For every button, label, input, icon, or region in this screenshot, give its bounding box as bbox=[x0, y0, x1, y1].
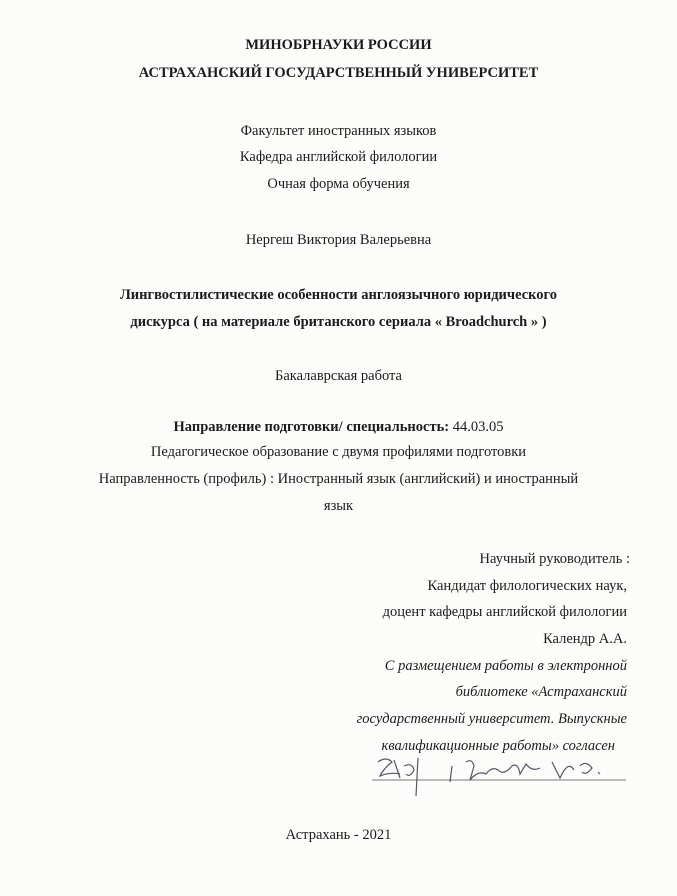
consent-line-3: государственный университет. Выпускные bbox=[356, 711, 627, 727]
author-name: Нергеш Виктория Валерьевна bbox=[245, 232, 432, 248]
department-name: Кафедра английской филологии bbox=[239, 149, 438, 165]
supervisor-label: Научный руководитель : bbox=[479, 551, 630, 567]
thesis-title-line-1: Лингвостилистические особенности англоязычного юридического bbox=[119, 287, 558, 303]
thesis-title-line-2: дискурса ( на материале британского сериала « Broadchurch » ) bbox=[130, 314, 547, 330]
supervisor-degree: Кандидат филологических наук, bbox=[427, 578, 627, 594]
study-form: Очная форма обучения bbox=[267, 176, 410, 192]
consent-line-1: С размещением работы в электронной bbox=[384, 658, 627, 674]
direction-line bbox=[0, 418, 677, 436]
consent-line-4: квалификационные работы» согласен bbox=[381, 738, 615, 754]
program-name: Педагогическое образование с двумя профилями подготовки bbox=[150, 444, 527, 460]
city-year: Астрахань - 2021 bbox=[285, 827, 392, 843]
faculty-name: Факультет иностранных языков bbox=[240, 123, 437, 139]
supervisor-position: доцент кафедры английской филологии bbox=[382, 604, 627, 620]
university-heading: АСТРАХАНСКИЙ ГОСУДАРСТВЕННЫЙ УНИВЕРСИТЕТ bbox=[138, 65, 539, 81]
ministry-heading: МИНОБРНАУКИ РОССИИ bbox=[245, 37, 432, 53]
direction-code: 44.03.05 bbox=[452, 419, 504, 435]
profile-line-2: язык bbox=[323, 498, 354, 514]
handwritten-signature bbox=[370, 752, 628, 800]
work-type: Бакалаврская работа bbox=[275, 368, 402, 384]
supervisor-name: Календр А.А. bbox=[543, 631, 627, 647]
consent-line-2: библиотеке «Астраханский bbox=[455, 684, 627, 700]
profile-line-1: Направленность (профиль) : Иностранный язык (английский) и иностранный bbox=[98, 471, 579, 487]
direction-label: Направление подготовки/ специальность: bbox=[173, 419, 450, 435]
